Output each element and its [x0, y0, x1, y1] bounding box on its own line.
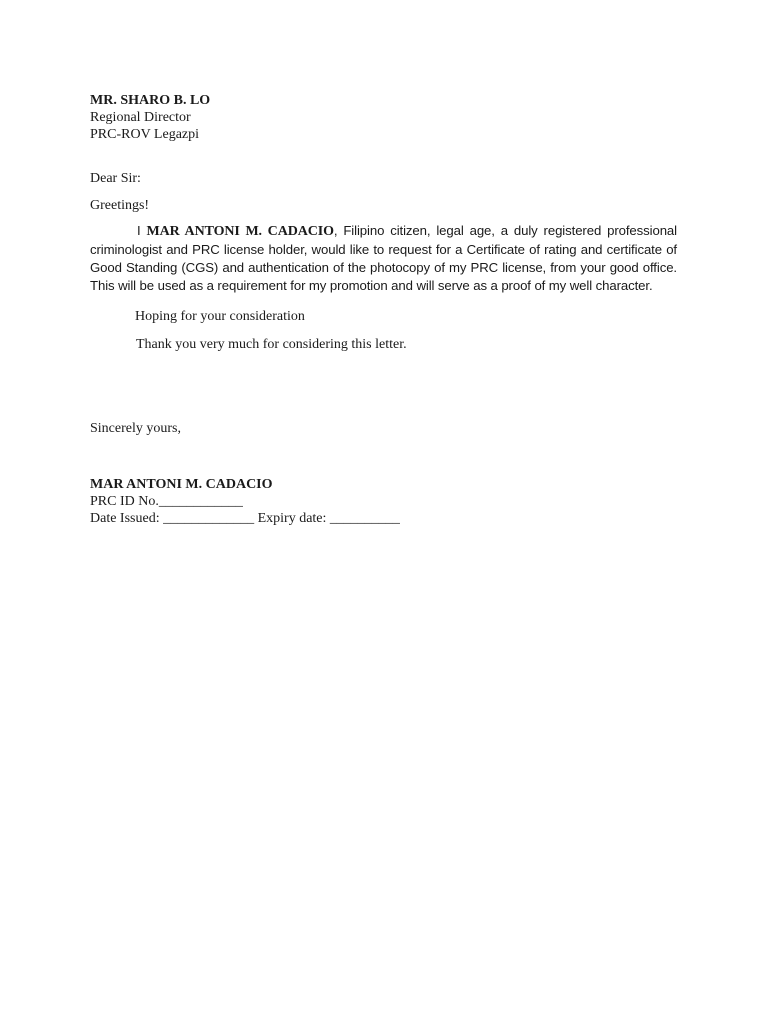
sender-name-inline: MAR ANTONI M. CADACIO: [146, 224, 334, 239]
paragraph-text: , Filipino citizen, legal age, a duly registered professional criminologist and PRC license holder, would like to request for a Certificate of rating and certificate of Good Standing (CGS) and authentication of the photocopy of my PRC license, from your good office. This will be used as a requirement for my promotion and will serve as a proof of my well character.: [90, 223, 677, 293]
recipient-name: MR. SHARO B. LO: [90, 93, 211, 108]
consideration-line: Hoping for your consideration: [135, 309, 305, 325]
thanks-line: Thank you very much for considering this letter.: [136, 337, 407, 353]
prc-id-line: PRC ID No.____________: [90, 494, 243, 510]
signature-name: MAR ANTONI M. CADACIO: [90, 477, 273, 493]
signature-block: [90, 476, 677, 527]
intro-prefix: I: [137, 223, 147, 238]
recipient-title: Regional Director: [90, 110, 191, 125]
greetings: Greetings!: [90, 198, 150, 213]
date-issued-line: Date Issued: _____________ Expiry date: __________: [90, 511, 400, 527]
request-paragraph: [90, 222, 677, 295]
letter-body: [90, 92, 677, 527]
salutation: Dear Sir:: [90, 171, 141, 186]
recipient-block: [90, 92, 677, 143]
recipient-office: PRC-ROV Legazpi: [90, 127, 200, 142]
closing: Sincerely yours,: [90, 421, 181, 437]
